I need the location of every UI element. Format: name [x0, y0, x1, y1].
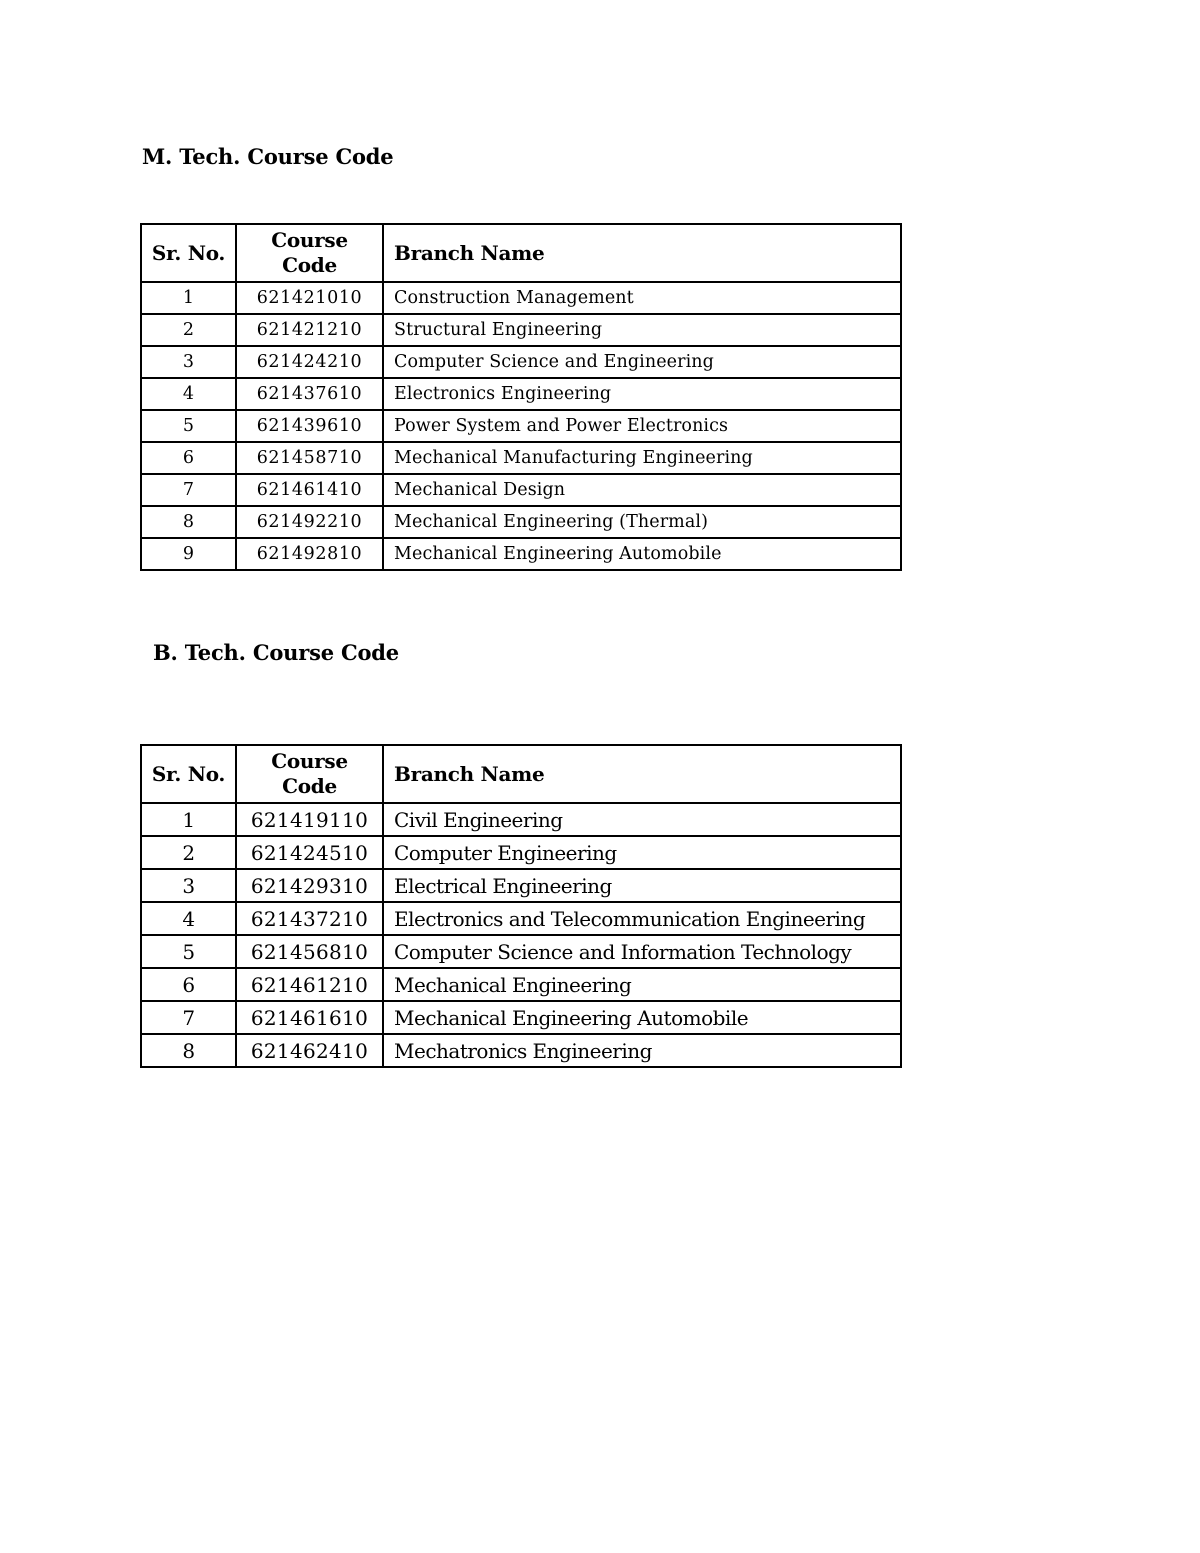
btech-section-title: B. Tech. Course Code [153, 640, 399, 665]
sr-no-cell: 2 [141, 836, 236, 869]
course-code-cell: 621421010 [236, 282, 383, 314]
sr-no-cell: 1 [141, 282, 236, 314]
branch-name-cell: Civil Engineering [383, 803, 901, 836]
course-code-cell: 621492810 [236, 538, 383, 570]
branch-name-cell: Electronics and Telecommunication Engineering [383, 902, 901, 935]
table-header-row [141, 224, 901, 282]
sr-no-cell: 8 [141, 1034, 236, 1067]
branch-name-cell: Mechanical Design [383, 474, 901, 506]
branch-name-cell: Mechanical Manufacturing Engineering [383, 442, 901, 474]
sr-no-cell: 5 [141, 410, 236, 442]
branch-name-cell: Mechanical Engineering [383, 968, 901, 1001]
branch-name-header: Branch Name [383, 745, 901, 803]
course-code-cell: 621461210 [236, 968, 383, 1001]
sr-no-cell: 7 [141, 474, 236, 506]
course-code-header-line2: Code [282, 253, 337, 277]
branch-name-cell: Mechanical Engineering Automobile [383, 538, 901, 570]
branch-name-header: Branch Name [383, 224, 901, 282]
branch-name-cell: Mechanical Engineering (Thermal) [383, 506, 901, 538]
course-code-cell: 621437610 [236, 378, 383, 410]
table-row [141, 474, 901, 506]
table-row [141, 836, 901, 869]
sr-no-header: Sr. No. [141, 224, 236, 282]
branch-name-cell: Computer Engineering [383, 836, 901, 869]
sr-no-cell: 6 [141, 968, 236, 1001]
course-code-cell: 621421210 [236, 314, 383, 346]
branch-name-cell: Electrical Engineering [383, 869, 901, 902]
course-code-header-line2: Code [282, 774, 337, 798]
mtech-course-code-table [140, 223, 902, 571]
sr-no-cell: 1 [141, 803, 236, 836]
table-row [141, 506, 901, 538]
sr-no-cell: 5 [141, 935, 236, 968]
sr-no-header: Sr. No. [141, 745, 236, 803]
btech-table-body [141, 803, 901, 1067]
table-row [141, 1034, 901, 1067]
table-row [141, 346, 901, 378]
course-code-cell: 621424510 [236, 836, 383, 869]
sr-no-cell: 4 [141, 902, 236, 935]
course-code-cell: 621462410 [236, 1034, 383, 1067]
sr-no-cell: 6 [141, 442, 236, 474]
course-code-cell: 621461410 [236, 474, 383, 506]
sr-no-cell: 7 [141, 1001, 236, 1034]
course-code-header [236, 224, 383, 282]
course-code-header-line1: Course [271, 749, 348, 773]
branch-name-cell: Power System and Power Electronics [383, 410, 901, 442]
mtech-table-body [141, 282, 901, 570]
branch-name-cell: Electronics Engineering [383, 378, 901, 410]
branch-name-cell: Computer Science and Engineering [383, 346, 901, 378]
sr-no-cell: 9 [141, 538, 236, 570]
table-row [141, 282, 901, 314]
branch-name-cell: Construction Management [383, 282, 901, 314]
mtech-section-title: M. Tech. Course Code [142, 144, 394, 169]
table-row [141, 935, 901, 968]
table-row [141, 442, 901, 474]
sr-no-cell: 2 [141, 314, 236, 346]
course-code-cell: 621456810 [236, 935, 383, 968]
sr-no-cell: 8 [141, 506, 236, 538]
branch-name-cell: Mechanical Engineering Automobile [383, 1001, 901, 1034]
course-code-cell: 621419110 [236, 803, 383, 836]
course-code-cell: 621437210 [236, 902, 383, 935]
table-row [141, 803, 901, 836]
course-code-cell: 621458710 [236, 442, 383, 474]
sr-no-cell: 3 [141, 869, 236, 902]
sr-no-cell: 3 [141, 346, 236, 378]
table-row [141, 314, 901, 346]
table-row [141, 968, 901, 1001]
sr-no-cell: 4 [141, 378, 236, 410]
course-code-header-line1: Course [271, 228, 348, 252]
table-row [141, 1001, 901, 1034]
course-code-cell: 621429310 [236, 869, 383, 902]
table-row [141, 410, 901, 442]
course-code-header [236, 745, 383, 803]
course-code-cell: 621461610 [236, 1001, 383, 1034]
table-row [141, 869, 901, 902]
table-row [141, 378, 901, 410]
course-code-cell: 621424210 [236, 346, 383, 378]
table-row [141, 538, 901, 570]
branch-name-cell: Computer Science and Information Technology [383, 935, 901, 968]
course-code-cell: 621492210 [236, 506, 383, 538]
table-header-row [141, 745, 901, 803]
branch-name-cell: Mechatronics Engineering [383, 1034, 901, 1067]
btech-course-code-table [140, 744, 902, 1068]
branch-name-cell: Structural Engineering [383, 314, 901, 346]
table-row [141, 902, 901, 935]
course-code-cell: 621439610 [236, 410, 383, 442]
